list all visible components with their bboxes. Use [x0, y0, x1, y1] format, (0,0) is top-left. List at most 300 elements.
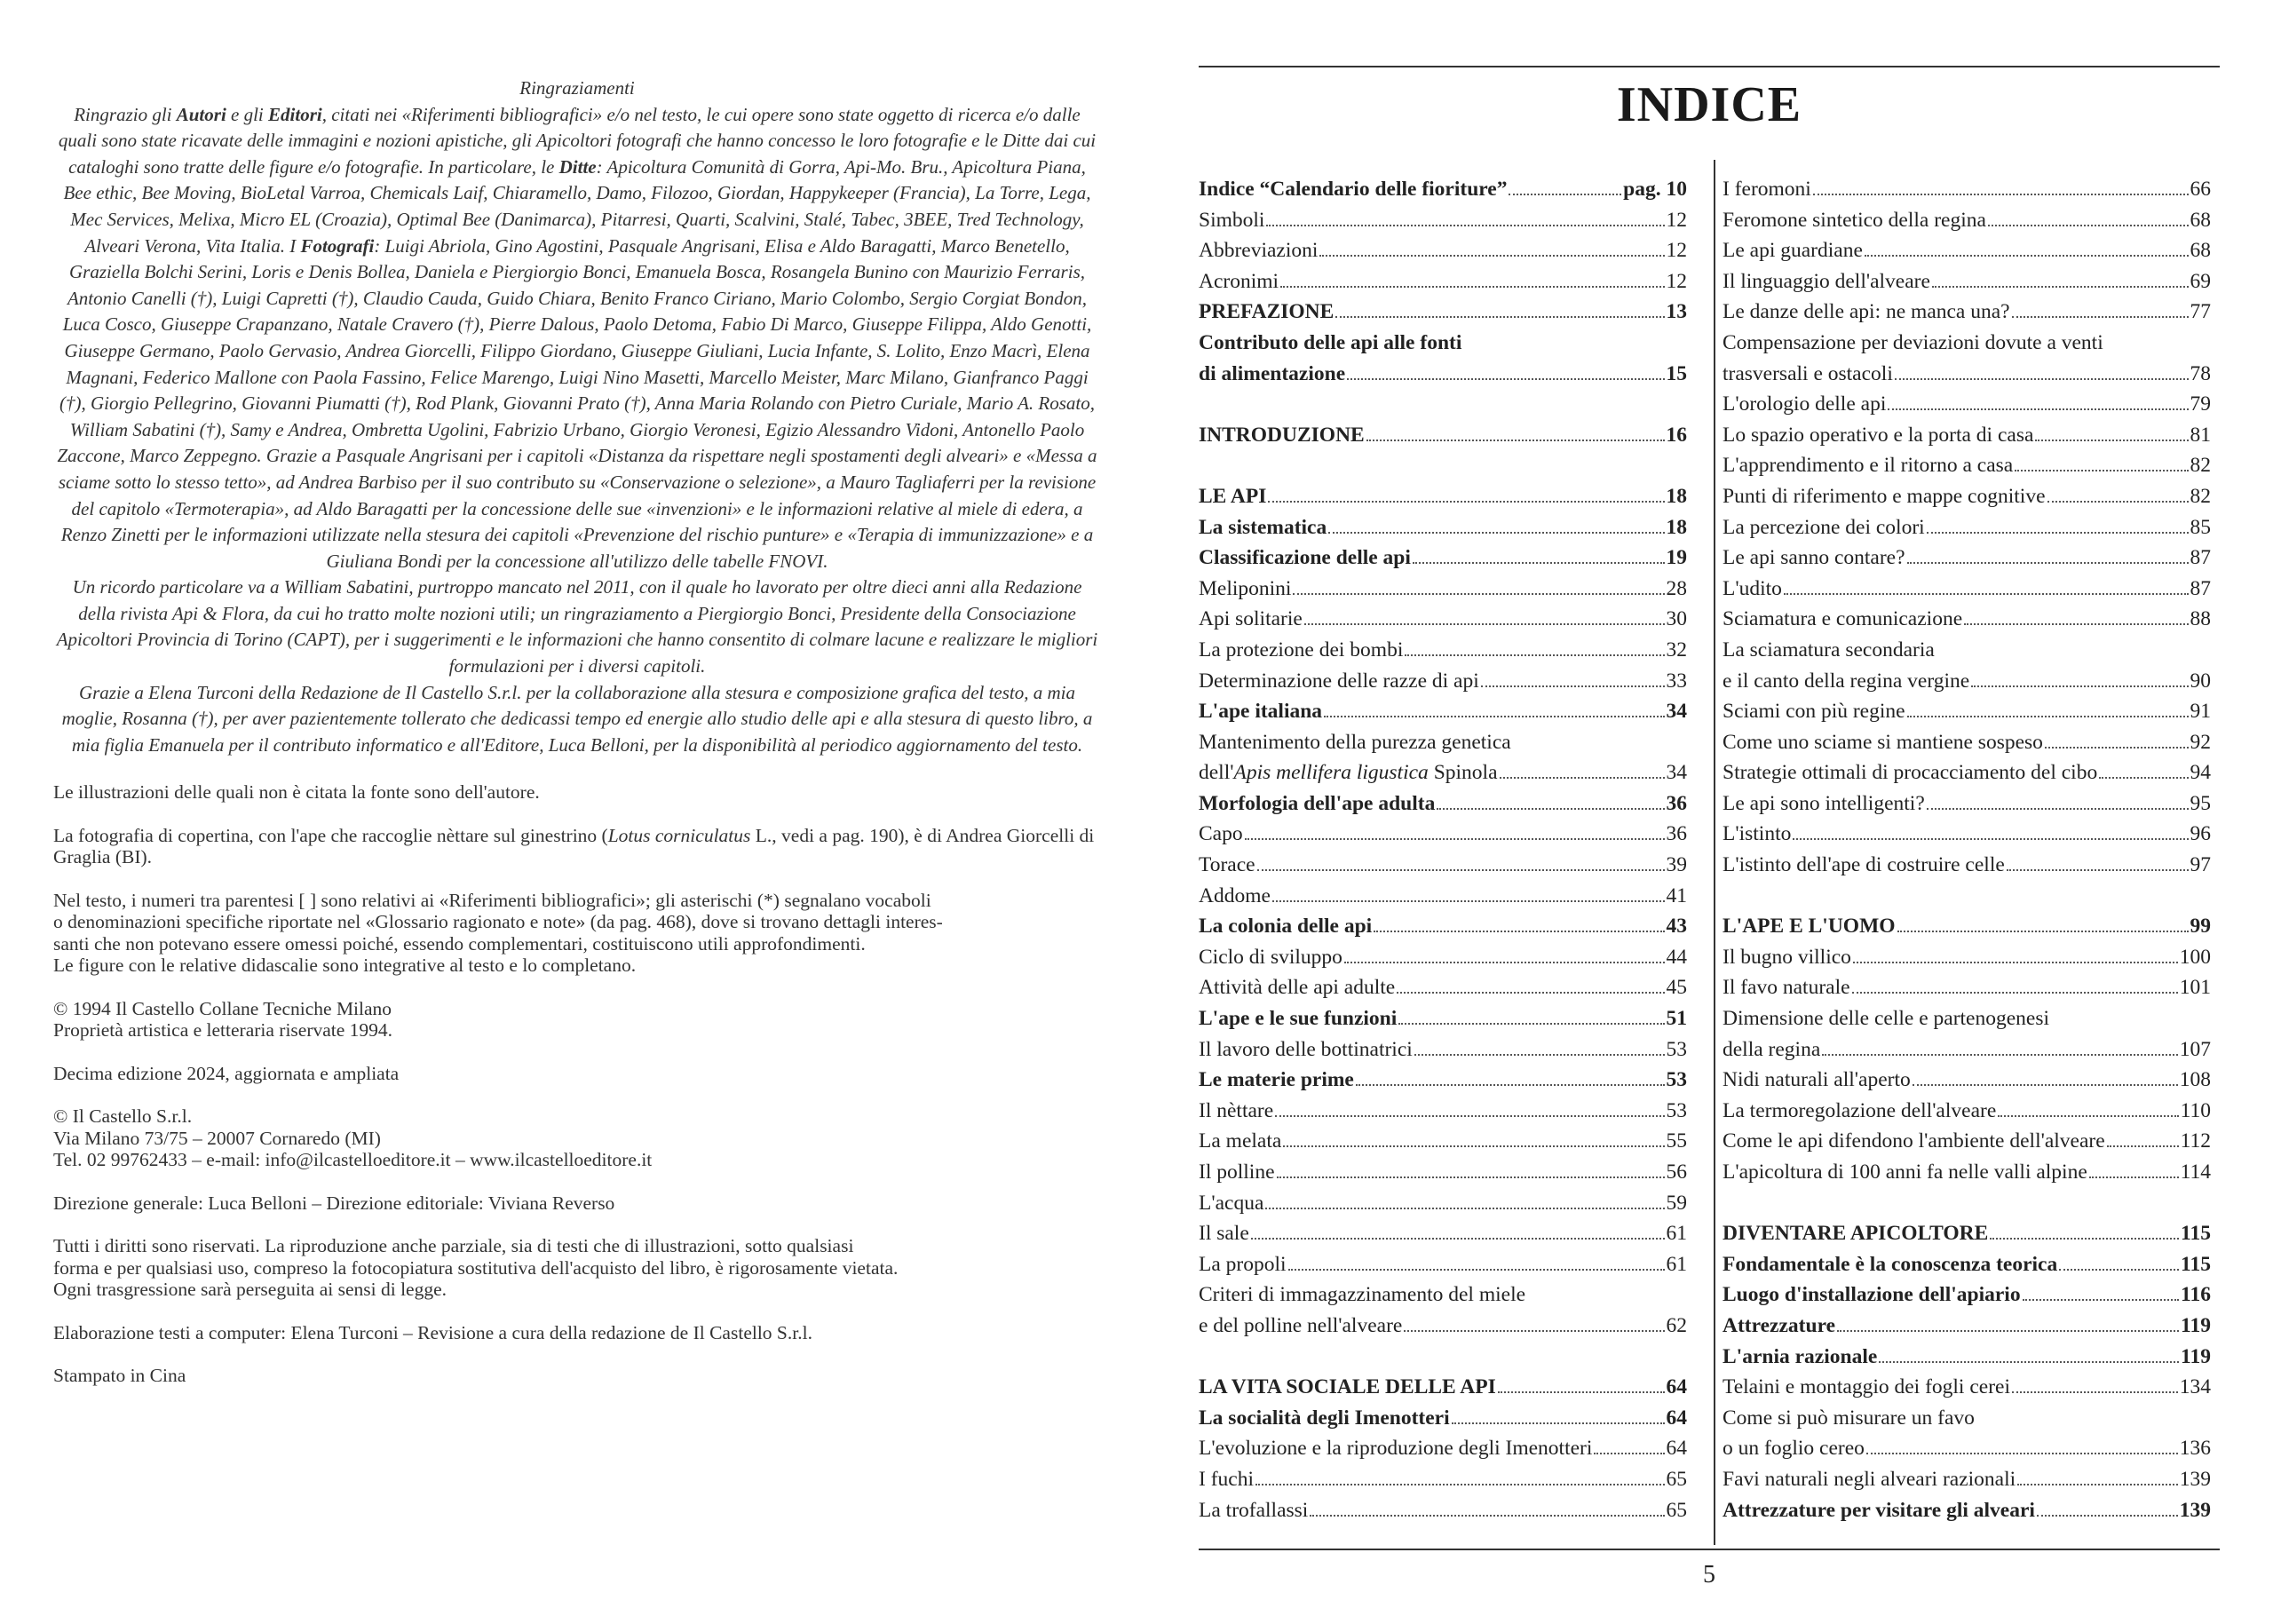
index-entry-leader — [2099, 777, 2188, 779]
index-entry-page: 134 — [2179, 1375, 2211, 1399]
index-entry-label — [1723, 976, 1850, 1000]
index-entry — [1199, 1038, 1687, 1069]
index-entry-label — [1723, 392, 1886, 416]
index-entry-label — [1199, 270, 1279, 294]
direction-note — [53, 1192, 1101, 1215]
index-entry — [1199, 239, 1687, 270]
index-entry-leader — [1245, 838, 1665, 840]
index-entry-leader — [1275, 1115, 1664, 1117]
ack-text: , citati nei «Riferimenti bibliografici» e/o nel testo, le cui opere sono state oggetto di ricerca e/o dalle quali sono state ricavate delle immagini e nozioni apistiche, gli Apicoltori fotografi che hanno concesso le loro fotografie e le Ditte dai cui cataloghi sono tratte delle figure e/o fotografie. In particolare, le — [58, 103, 1097, 178]
index-entry-leader — [1347, 378, 1664, 380]
index-entry-page: 44 — [1666, 945, 1687, 969]
index-entry-label — [1723, 669, 1969, 693]
index-entry-label — [1723, 1068, 1911, 1092]
index-entry — [1723, 1314, 2211, 1345]
index-entry-text: Morfologia dell'ape adulta — [1199, 791, 1436, 815]
index-entry-leader — [2059, 1269, 2179, 1271]
index-entry-label — [1723, 1375, 2010, 1399]
index-entry-text: La propoli — [1199, 1252, 1287, 1276]
acknowledgements-paragraph-2: Un ricordo particolare va a William Sabatini, purtroppo mancato nel 2011, con il quale ho lavorato per oltre dieci anni alla Redazione della rivista Api & Flora, da cui ho tratto molte nozioni utili; un ringraziamento a Piergiorgio Bonci, Presidente della Consociazione Apicoltori Provincia di Torino (CAPT), per i suggerimenti e le informazioni che hanno consentito di colmare lacune e realizzare le migliori formulazioni per i diversi capitoli. — [56, 576, 1098, 677]
index-entry-text: INTRODUZIONE — [1199, 423, 1365, 447]
index-entry-leader — [1398, 1023, 1664, 1025]
index-entry-text: L'apicoltura di 100 anni fa nelle valli alpine — [1723, 1161, 2087, 1184]
index-entry — [1723, 1375, 2211, 1406]
index-entry-text: Sciamatura e comunicazione — [1723, 607, 1963, 631]
index-entry-text: DIVENTARE APICOLTORE — [1723, 1222, 1989, 1246]
index-entry-leader — [1413, 562, 1665, 564]
index-entry-text: Le materie prime — [1199, 1068, 1354, 1092]
index-entry-leader — [1964, 623, 2188, 625]
index-entry-text: Luogo d'installazione dell'apiario — [1723, 1283, 2021, 1307]
top-rule — [1199, 66, 2220, 67]
index-entry-label — [1723, 1253, 2057, 1277]
index-entry-leader — [1865, 255, 2189, 257]
index-entry-text: L'evoluzione e la riproduzione degli Imenotteri — [1199, 1437, 1593, 1461]
index-entry-page: 64 — [1666, 1375, 1687, 1399]
index-entry-label — [1723, 1099, 1996, 1123]
index-entry — [1723, 946, 2211, 977]
ack-text: Ringrazio gli — [74, 103, 177, 125]
index-entry-text: Le api guardiane — [1723, 239, 1863, 263]
index-entry-leader — [1852, 992, 2178, 994]
index-entry-page: 88 — [2190, 607, 2211, 631]
index-entry-text: Compensazione per deviazioni dovute a venti — [1723, 330, 2103, 354]
index-entry — [1199, 546, 1687, 577]
index-entry-label — [1199, 516, 1327, 540]
index-entry — [1723, 331, 2211, 362]
index-entry-text: Fondamentale è la conoscenza teorica — [1723, 1252, 2058, 1276]
index-entry-leader — [1888, 408, 2188, 410]
index-entry-text: Abbreviazioni — [1199, 239, 1319, 263]
acknowledgements-paragraph-3: Grazie a Elena Turconi della Redazione de Il Castello S.r.l. per la collaborazione alla stesura e composizione grafica del testo, a mia moglie, Rosanna (†), per aver pazientemente tollerato che dedicassi tempo ed energie allo studio delle api e alla stesura di questo libro, a mia figlia Emanuela per il contributo informatico e all'Editore, Luca Belloni, per la disponibilità al periodico aggiornamento del testo. — [61, 681, 1093, 756]
publisher-line: © Il Castello S.r.l. — [53, 1105, 193, 1128]
index-entry-leader — [1784, 593, 2189, 595]
index-entry-label — [1199, 1129, 1281, 1153]
index-entry-text: L'apprendimento e il ritorno a casa — [1723, 454, 2014, 478]
index-entry — [1723, 1068, 2211, 1099]
cover-text — [53, 825, 1101, 868]
index-entry-page: 139 — [2179, 1498, 2211, 1522]
index-entry-leader — [1498, 1391, 1665, 1393]
index-entry — [1199, 669, 1687, 701]
index-entry-label — [1723, 270, 1930, 294]
index-entry-leader — [2017, 1484, 2178, 1485]
index-entry — [1723, 516, 2211, 547]
index-entry-page: 36 — [1666, 822, 1687, 846]
index-entry-label — [1199, 362, 1345, 386]
index-entry — [1199, 853, 1687, 884]
index-entry-page: 53 — [1666, 1098, 1687, 1122]
index-entry-leader — [1414, 1054, 1665, 1056]
cover-text-post: L., vedi a pag. 190), è di Andrea Giorcelli di Graglia (BI). — [53, 824, 1095, 868]
index-entry-page: 12 — [1666, 208, 1687, 232]
index-entry-text: Telaini e montaggio dei fogli cerei — [1723, 1375, 2010, 1399]
index-entry-text: Contributo delle api alle fonti — [1199, 330, 1462, 354]
index-entry-label — [1199, 946, 1342, 970]
index-entry-leader — [1366, 440, 1665, 441]
index-entry-text: La trofallassi — [1199, 1498, 1309, 1522]
index-entry — [1723, 822, 2211, 853]
index-entry-page: 82 — [2190, 484, 2211, 508]
index-entry — [1723, 1192, 2211, 1223]
index-entry — [1199, 577, 1687, 608]
index-entry-page: 34 — [1666, 700, 1687, 724]
index-entry-leader — [1793, 838, 2188, 840]
index-entry — [1199, 761, 1687, 792]
index-entry-label — [1723, 300, 2010, 324]
index-entry-page: 59 — [1666, 1191, 1687, 1215]
index-entry-label — [1723, 331, 2103, 355]
index-entry-label — [1199, 1283, 1525, 1307]
index-entry-text: Le danze delle api: ne manca una? — [1723, 300, 2010, 324]
page-number: 5 — [1703, 1561, 1715, 1588]
index-entry-label — [1723, 946, 1851, 970]
index-entry-leader — [1268, 501, 1664, 503]
index-entry-page: 108 — [2179, 1068, 2211, 1092]
index-entry-text: Feromone sintetico della regina — [1723, 208, 1986, 232]
index-entry-leader — [1374, 931, 1664, 932]
rights-line: Tutti i diritti sono riservati. La riproduzione anche parziale, sia di testi che di illustrazioni, sotto qualsiasi — [53, 1235, 854, 1257]
index-entry-text: L'orologio delle api — [1723, 392, 1887, 416]
index-entry-page: 136 — [2179, 1437, 2211, 1461]
right-page — [1199, 0, 2220, 1624]
index-entry-page: 32 — [1666, 638, 1687, 661]
index-column-1 — [1199, 178, 1687, 1529]
index-entry — [1723, 915, 2211, 946]
index-entry-page: 87 — [2190, 546, 2211, 570]
index-entry — [1723, 638, 2211, 669]
index-entry — [1199, 1375, 1687, 1406]
illustrations-note — [53, 781, 1101, 804]
index-entry-text: e del polline nell'alveare — [1199, 1313, 1403, 1337]
index-entry-text: L'arnia razionale — [1723, 1344, 1878, 1368]
index-entry-label — [1199, 761, 1498, 785]
index-entry — [1199, 946, 1687, 977]
index-entry-leader — [1356, 1084, 1665, 1086]
index-entry-page: 116 — [2181, 1283, 2211, 1307]
index-entry-page: 51 — [1666, 1007, 1687, 1031]
index-entry — [1723, 1499, 2211, 1530]
index-entry-leader — [1452, 1422, 1665, 1424]
index-entry-label — [1723, 1007, 2049, 1031]
index-entry-label — [1199, 1038, 1413, 1062]
index-entry-text: LA VITA SOCIALE DELLE API — [1199, 1375, 1496, 1399]
index-entry-text: Capo — [1199, 822, 1243, 846]
index-entry-text: Addome — [1199, 883, 1271, 907]
index-entry-page: 107 — [2179, 1037, 2211, 1061]
index-entry — [1199, 331, 1687, 362]
index-entry-page: 119 — [2181, 1344, 2211, 1368]
index-entry-page: 85 — [2190, 515, 2211, 539]
index-entry — [1199, 392, 1687, 424]
index-entry-leader — [1335, 316, 1664, 318]
publisher-line: Tel. 02 99762433 – e-mail: info@ilcastelloeditore.it – www.ilcastelloeditore.it — [53, 1149, 653, 1171]
index-entry-page: 16 — [1666, 423, 1687, 447]
index-entry-text: di alimentazione — [1199, 361, 1346, 385]
index-entry-label — [1723, 1437, 1865, 1461]
index-entry-page: 114 — [2180, 1161, 2211, 1184]
illustrations-text: Le illustrazioni delle quali non è citata la fonte sono dell'autore. — [53, 781, 540, 804]
index-entry-label — [1723, 638, 1935, 662]
index-entry-page: 65 — [1666, 1498, 1687, 1522]
left-page — [53, 75, 1101, 1408]
index-entry — [1723, 884, 2211, 915]
index-entry-page: 62 — [1666, 1313, 1687, 1337]
index-entry-text: La sciamatura secondaria — [1723, 638, 1935, 661]
index-entry-text: Spinola — [1428, 761, 1498, 785]
index-entry-page: 94 — [2190, 761, 2211, 785]
index-entry-leader — [1265, 1208, 1664, 1209]
index-entry — [1723, 300, 2211, 331]
index-entry-label — [1723, 915, 1896, 939]
index-entry-label — [1199, 1314, 1402, 1338]
index-entry-label — [1199, 239, 1318, 263]
index-entry-label — [1723, 1406, 1975, 1430]
index-entry — [1723, 761, 2211, 792]
index-entry-label — [1199, 1375, 1496, 1399]
index-entry-leader — [2089, 1176, 2179, 1178]
index-entry-page: pag. 10 — [1623, 178, 1687, 201]
index-entry — [1723, 1222, 2211, 1253]
index-entry-label — [1199, 1253, 1287, 1277]
index-entry-label — [1723, 577, 1782, 601]
index-entry-text: e il canto della regina vergine — [1723, 669, 1970, 693]
index-entry-label — [1199, 1192, 1263, 1216]
index-entry — [1199, 1099, 1687, 1130]
index-entry-label — [1199, 209, 1264, 233]
index-entry-leader — [1907, 562, 2189, 564]
index-entry-page: 119 — [2181, 1313, 2211, 1337]
index-entry-page: 19 — [1666, 546, 1687, 570]
index-entry-leader — [2047, 501, 2189, 503]
index-entry — [1723, 700, 2211, 731]
ack-bold-ditte: Ditte — [558, 155, 597, 178]
index-column-2 — [1723, 178, 2211, 1529]
index-entry-page: 99 — [2190, 915, 2211, 939]
ack-text: : Luigi Abriola, Gino Agostini, Pasquale Angrisani, Elisa e Aldo Baragatti, Marco Benetello, Graziella Bolchi Serini, Loris e Denis Bollea, Daniela e Piergiorgio Bonci, Emanuela Bosca, Rosangela Bunino con Maurizio Ferraris, Antonio Canelli (†), Luigi Capretti (†), Claudio Cauda, Guido Chiara, Benito Franco Ciriano, Mario Colombo, Sergio Corgiat Bondon, Luca Cosco, Giuseppe Crapanzano, Natale Cravero (†), Pierre Dalous, Paolo Detoma, Fabio Di Marco, Giuseppe Filippa, Aldo Genotti, Giuseppe Germano, Paolo Gervasio, Andrea Giorcelli, Filippo Giordano, Giuseppe Giuliani, Lucia Infante, S. Lolito, Enzo Macrì, Elena Magnani, Federico Mallone con Paola Fassino, Felice Marengo, Luigi Nino Masetti, Marcello Meister, Marc Milano, Gianfranco Paggi (†), Giorgio Pellegrino, Giovanni Piumatti (†), Rod Plank, Giovanni Prato (†), Anna Maria Rolando con Pietro Curiale, Mario A. Rosato, William Sabatini (†), Samy e Andrea, Ombretta Ugolini, Fabrizio Urbano, Giorgio Veronesi, Egizio Alessandro Vidoni, Antonello Paolo Zaccone, Marco Zeppegno. Grazie a Pasquale Angrisani per i capitoli «Distanza da rispettare negli spostamenti degli alveari» e «Messa a sciame sotto lo stesso tetto», ad Andrea Barbiso per il suo contributo su «Conservazione o selezione», a Mauro Tagliaferri per la revisione del capitolo «Termoterapia», ad Aldo Baragatti per la concessione delle sue «invenzioni» e le informazioni relative al miele di edera, a Renzo Zinetti per le informazioni utilizzate nella stesura dei capitoli «Prevenzione del rischio punture» e «Terapia di immunizzazione» e a Giuliana Bondi per la concessione all'utilizzo delle tabelle FNOVI. — [57, 234, 1097, 572]
index-entry — [1199, 1499, 1687, 1530]
cover-text-pre: La fotografia di copertina, con l'ape che raccoglie nèttare sul ginestrino ( — [53, 824, 608, 846]
index-entry-leader — [1907, 716, 2189, 717]
index-entry-label — [1199, 853, 1255, 877]
index-entry-label — [1199, 976, 1395, 1000]
index-entry — [1723, 792, 2211, 823]
index-entry-text: Le api sanno contare? — [1723, 546, 1905, 570]
index-entry-leader — [1879, 1361, 2179, 1363]
ack-bold-editors: Editori — [268, 103, 322, 125]
index-entry-leader — [1837, 1330, 2179, 1332]
index-entry — [1723, 178, 2211, 209]
index-entry-text: Determinazione delle razze di api — [1199, 669, 1479, 693]
index-entry-label — [1199, 424, 1365, 448]
index-entry-text: Mantenimento della purezza genetica — [1199, 730, 1511, 754]
index-entry-page: 115 — [2181, 1252, 2211, 1276]
index-entry-page: 28 — [1666, 576, 1687, 600]
index-entry — [1199, 1437, 1687, 1468]
index-entry-page: 18 — [1666, 515, 1687, 539]
index-entry-label — [1723, 1038, 1820, 1062]
index-entry-text: La percezione dei colori — [1723, 515, 1925, 539]
index-entry — [1199, 270, 1687, 301]
index-entry-label — [1199, 792, 1435, 816]
index-entry-page: 68 — [2190, 208, 2211, 232]
index-entry — [1723, 485, 2211, 516]
index-entry — [1199, 638, 1687, 669]
index-entry-text: Attrezzature — [1723, 1313, 1836, 1337]
printed-note — [53, 1365, 1101, 1387]
index-entry-label — [1199, 1499, 1308, 1523]
index-entry-leader — [1397, 992, 1664, 994]
index-entry-leader — [1897, 931, 2189, 932]
index-entry-page: 61 — [1666, 1222, 1687, 1246]
index-entry-label — [1723, 362, 1893, 386]
index-entry — [1723, 209, 2211, 240]
index-entry-text: Le api sono intelligenti? — [1723, 791, 1925, 815]
index-entry — [1723, 1253, 2211, 1284]
index-entry-text: Acronimi — [1199, 269, 1279, 293]
index-entry — [1723, 976, 2211, 1007]
index-entry-label — [1723, 761, 2097, 785]
index-entry — [1723, 424, 2211, 455]
index-entry-text: trasversali e ostacoli — [1723, 361, 1893, 385]
index-entry-text: Classificazione delle api — [1199, 546, 1411, 570]
index-entry-leader — [1990, 1238, 2179, 1240]
index-entry-page: 36 — [1666, 791, 1687, 815]
index-entry-text: Il lavoro delle bottinatrici — [1199, 1037, 1413, 1061]
index-entry-label — [1199, 1007, 1397, 1031]
index-entry-text: Favi naturali negli alveari razionali — [1723, 1467, 2016, 1491]
index-entry — [1199, 700, 1687, 731]
index-entry-text: Come uno sciame si mantiene sospeso — [1723, 730, 2043, 754]
acknowledgements — [53, 75, 1101, 758]
index-entry-leader — [1328, 532, 1664, 534]
index-entry-label — [1723, 1468, 2016, 1492]
index-entry — [1199, 1314, 1687, 1345]
index-entry — [1199, 485, 1687, 516]
index-entry-text: Il sale — [1199, 1222, 1249, 1246]
index-entry-label — [1199, 546, 1411, 570]
index-entry-leader — [1272, 900, 1665, 902]
index-entry-leader — [1813, 194, 2189, 195]
publisher-line: Via Milano 73/75 – 20007 Cornaredo (MI) — [53, 1127, 381, 1149]
index-entry-label — [1723, 607, 1962, 631]
index-entry-leader — [2107, 1145, 2179, 1147]
copyright-note — [53, 998, 1101, 1042]
index-entry-leader — [1324, 716, 1664, 717]
index-entry-leader — [1932, 286, 2189, 288]
index-entry-page: 53 — [1666, 1068, 1687, 1092]
index-entry — [1199, 1192, 1687, 1223]
index-entry — [1199, 607, 1687, 638]
index-entry-label — [1723, 731, 2043, 755]
ack-text: e gli — [226, 103, 269, 125]
index-entry-leader — [1277, 1176, 1665, 1178]
ack-bold-authors: Autori — [176, 103, 226, 125]
index-entry-page: 96 — [2190, 822, 2211, 846]
index-entry-text: dell' — [1199, 761, 1234, 785]
index-entry-leader — [2023, 1299, 2179, 1301]
index-entry-label — [1723, 1283, 2021, 1307]
index-entry-page: 56 — [1666, 1161, 1687, 1184]
copyright-line: © 1994 Il Castello Collane Tecniche Milano — [53, 997, 392, 1019]
index-entry-text: Attività delle api adulte — [1199, 976, 1396, 1000]
index-entry-label — [1723, 424, 2033, 448]
index-entry-text: Lo spazio operativo e la porta di casa — [1723, 423, 2034, 447]
index-entry-leader — [2015, 470, 2188, 471]
index-entry-leader — [2007, 869, 2189, 871]
index-entry-leader — [1266, 225, 1664, 226]
index-entry-text: La colonia delle api — [1199, 915, 1373, 939]
index-entry-page: 110 — [2180, 1098, 2211, 1122]
index-entry-page: 41 — [1666, 883, 1687, 907]
ack-bold-fotografi: Fotografi — [300, 234, 375, 257]
index-entry-text: L'udito — [1723, 576, 1782, 600]
index-entry — [1199, 178, 1687, 209]
index-entry-page: 112 — [2180, 1129, 2211, 1153]
index-entry-text: Ciclo di sviluppo — [1199, 945, 1342, 969]
index-entry-leader — [1283, 1145, 1664, 1147]
index-entry-text: La sistematica — [1199, 515, 1327, 539]
index-entry — [1199, 1222, 1687, 1253]
index-entry — [1723, 731, 2211, 762]
index-entry-text: Il favo naturale — [1723, 976, 1850, 1000]
index-entry-page: 18 — [1666, 484, 1687, 508]
index-entry-page: 61 — [1666, 1252, 1687, 1276]
index-entry-page: 81 — [2190, 423, 2211, 447]
index-entry-leader — [2012, 1391, 2178, 1393]
index-entry-label — [1199, 822, 1243, 846]
index-entry-leader — [1853, 962, 2178, 963]
index-entry-text: Come le api difendono l'ambiente dell'alveare — [1723, 1129, 2105, 1153]
index-entry-text: Come si può misurare un favo — [1723, 1406, 1975, 1430]
index-entry-page: 115 — [2181, 1222, 2211, 1246]
index-entry — [1723, 669, 2211, 701]
index-entry-label — [1723, 546, 1905, 570]
colophon — [53, 781, 1101, 1387]
index-entry — [1199, 822, 1687, 853]
index-entry-leader — [1437, 808, 1664, 810]
index-entry-label — [1199, 731, 1511, 755]
index-entry-leader — [1404, 1330, 1664, 1332]
index-entry-leader — [1280, 286, 1664, 288]
index-entry — [1199, 1253, 1687, 1284]
index-entry-leader — [1988, 225, 2189, 226]
index-entry-label — [1199, 1099, 1273, 1123]
ack-text: : Apicoltura Comunità di Gorra, Api-Mo. Bru., Apicoltura Piana, Bee ethic, Bee Moving, BioLetal Varroa, Chemicals Laif, Chiaramello, Damo, Filozoo, Giordan, Happykeeper (Francia), La Torre, Lega, Mec Services, Melixa, Micro EL (Croazia), Optimal Bee (Danimarca), Pitarresi, Quarti, Scalvini, Stalé, Tabec, 3BEE, Tred Technology, Alveari Verona, Vita Italia. I — [63, 155, 1091, 257]
index-entry — [1723, 1161, 2211, 1192]
elaboration-note — [53, 1322, 1101, 1344]
index-entry-label — [1723, 454, 2013, 478]
index-entry — [1199, 362, 1687, 393]
index-entry-page: 68 — [2190, 239, 2211, 263]
index-entry-label — [1723, 792, 1925, 816]
index-entry-label — [1199, 178, 1507, 202]
index-entry-page: 87 — [2190, 576, 2211, 600]
index-entry-leader — [2045, 747, 2189, 749]
index-entry-leader — [1971, 685, 2188, 687]
index-entry — [1199, 1406, 1687, 1438]
index-entry-page: 91 — [2190, 700, 2211, 724]
index-entry-label — [1723, 700, 1905, 724]
index-entry — [1199, 792, 1687, 823]
index-entry-text: Attrezzature per visitare gli alveari — [1723, 1498, 2035, 1522]
index-entry-page: 55 — [1666, 1129, 1687, 1153]
index-entry-page: 64 — [1666, 1437, 1687, 1461]
index-entry-page: 12 — [1666, 269, 1687, 293]
index-entry-leader — [1500, 777, 1665, 779]
index-entry-text: L'istinto — [1723, 822, 1792, 846]
index-entry-leader — [1998, 1115, 2178, 1117]
